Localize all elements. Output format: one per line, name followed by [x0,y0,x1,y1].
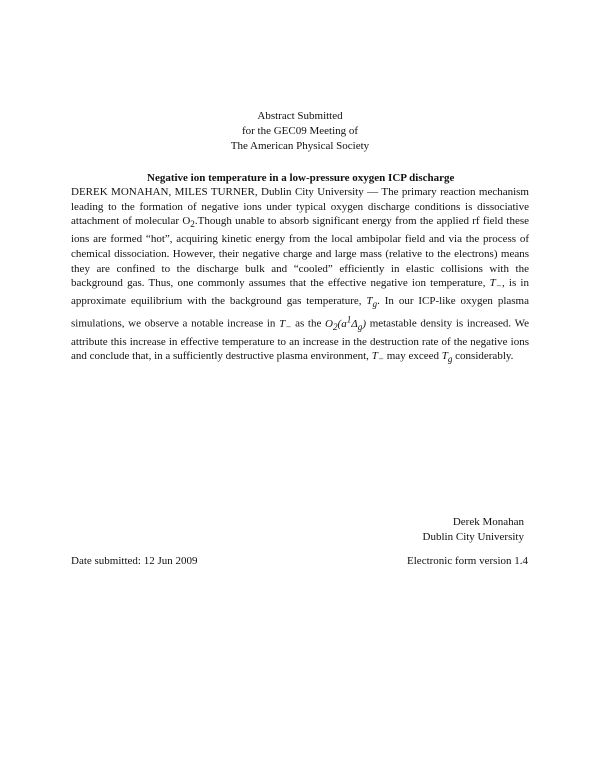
abstract-body [71,185,529,367]
form-version: Electronic form version 1.4 [407,555,528,567]
abstract-text-6: metastable density is increased. We attribute this increase in effective temperature to an increase in the destruction rate of the negative ions and conclude that, in a sufficiently destructive plasma environment, [71,317,529,363]
t-minus-symbol: $T_-$ [489,277,502,292]
t-minus-symbol-2: $T_-$ [279,317,292,333]
t-g-symbol-2: $T_g$ [441,350,453,365]
abstract-text-7: may exceed [384,350,442,363]
header-line-2: for the GEC09 Meeting of [241,125,359,137]
t-minus-symbol-3: $T_-$ [371,350,384,365]
abstract-text-5: as the [291,317,326,330]
signature-affiliation: Dublin City University [422,531,524,543]
abstract-text-8: considerably. [452,350,514,363]
abstract-authors: DEREK MONAHAN, MILES TURNER, Dublin City University [71,186,364,198]
header-line-1: Abstract Submitted [257,110,343,122]
o2-metastable-symbol: $O_2(a^1\Delta_g)$ [325,314,367,333]
author-separator: — [363,186,382,198]
submission-header [0,109,600,154]
o2-subscript: 2 [190,219,195,230]
abstract-title: Negative ion temperature in a low-pressure oxygen ICP discharge [147,172,455,184]
date-submitted: Date submitted: 12 Jun 2009 [71,555,198,567]
abstract-text-3: , is in approximate equilibrium with the background gas temperature, [71,277,529,308]
signature-name: Derek Monahan [452,516,524,528]
abstract-text-4: . In our ICP-like oxygen plasma simulations, we observe a notable increase in [71,295,529,330]
signature-block [423,515,524,545]
t-g-symbol: $T_g$ [366,295,378,310]
header-line-3: The American Physical Society [230,140,370,152]
abstract-text-2: .Though unable to absorb significant energy from the applied rf field these ions are formed “hot”, acquiring kinetic energy from the local ambipolar field and via the process of chemical dissociation. However, their negative charge and large mass (relative to the electrons) means they are confined to the discharge bulk and “cooled” efficiently in elastic collisions with the background gas. Thus, one commonly assumes that the effective negative ion temperature, [71,215,529,290]
abstract-text-1: The primary reaction mechanism leading to the formation of negative ions under typical oxygen discharge conditions is dissociative attachment of molecular O [71,186,529,228]
